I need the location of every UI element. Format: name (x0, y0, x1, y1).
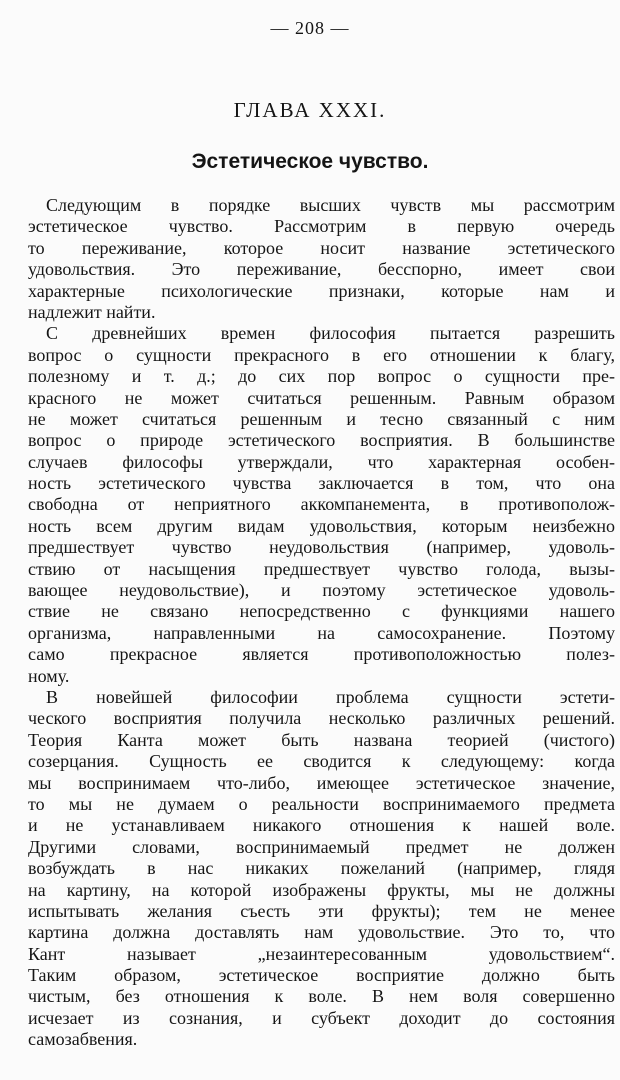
paragraph (28, 323, 615, 687)
text-line: и не устанавливаем никакого отношения к нашей воле. (28, 815, 615, 836)
text-line: картина должна доставлять нам удовольствие. Это то, что (28, 922, 615, 943)
text-line: Следующим в порядке высших чувств мы рассмотрим (46, 195, 615, 215)
text-line: чистым, без отношения к воле. В нем воля совершенно (28, 986, 615, 1007)
text-line: ность эстетического чувства заключается в том, что она (28, 473, 615, 494)
page-number: — 208 — (270, 18, 350, 38)
text-line: красного не может считаться решенным. Равным образом (28, 387, 615, 408)
text-line: вопрос о природе эстетического восприятия. В большинстве (28, 430, 615, 451)
text-line: полезному и т. д.; до сих пор вопрос о сущности пре- (28, 366, 615, 387)
text-line: вающее неудовольствие), и поэтому эстетическое удоволь- (28, 580, 615, 601)
text-line: ствию от насыщения предшествует чувство голода, вызы- (28, 558, 615, 579)
text-line: удовольствия. Это переживание, бесспорно, имеет свои (28, 259, 615, 280)
text-line: то переживание, которое носит название эстетического (28, 237, 615, 258)
text-line: ному. (28, 665, 70, 686)
text-line: свободна от неприятного аккомпанемента, в противополож- (28, 494, 615, 515)
text-line: созерцания. Сущность ее сводится к следующему: когда (28, 751, 615, 772)
paragraph (28, 687, 615, 1051)
text-line: мы воспринимаем что-либо, имеющее эстетическое значение, (28, 772, 615, 793)
chapter-title: Эстетическое чувство. (191, 150, 429, 173)
text-line: случаев философы утверждали, что характерная особен- (28, 451, 615, 472)
text-line: вопрос о сущности прекрасного в его отношении к благу, (28, 344, 615, 365)
text-line: В новейшей философии проблема сущности эстети- (46, 686, 615, 707)
text-line: Кант называет „незаинтересованным удовольствием“. (28, 943, 615, 964)
text-line: Теория Канта может быть названа теорией (чистого) (28, 729, 615, 750)
body-text (28, 195, 615, 1051)
text-line: эстетическое чувство. Рассмотрим в первую очередь (28, 216, 615, 237)
text-line: предшествует чувство неудовольствия (например, удоволь- (28, 537, 615, 558)
text-line: самозабвения. (28, 1029, 138, 1050)
text-line: испытывать желания съесть эти фрукты); тем не менее (28, 900, 615, 921)
text-line: организма, направленными на самосохранение. Поэтому (28, 622, 615, 643)
text-line: ческого восприятия получила несколько различных решений. (28, 708, 615, 729)
text-line: то мы не думаем о реальности воспринимаемого предмета (28, 793, 615, 814)
text-line: ствие не связано непосредственно с функциями нашего (28, 601, 615, 622)
text-line: ность всем другим видам удовольствия, которым неизбежно (28, 515, 615, 536)
chapter-heading: ГЛАВА XXXI. (233, 98, 387, 122)
text-line: само прекрасное является противоположностью полез- (28, 644, 615, 665)
paragraph (28, 195, 615, 323)
text-line: возбуждать в нас никаких пожеланий (например, глядя (28, 858, 615, 879)
text-line: С древнейших времен философия пытается разрешить (46, 323, 615, 344)
text-line: Таким образом, эстетическое восприятие должно быть (28, 965, 615, 986)
text-line: надлежит найти. (28, 301, 156, 322)
text-line: исчезает из сознания, и субъект доходит до состояния (28, 1007, 615, 1028)
text-line: на картину, на которой изображены фрукты, мы не должны (28, 879, 615, 900)
text-line: Другими словами, воспринимаемый предмет не должен (28, 836, 615, 857)
text-line: характерные психологические признаки, которые нам и (28, 280, 615, 301)
text-line: не может считаться решенным и тесно связанный с ним (28, 408, 615, 429)
